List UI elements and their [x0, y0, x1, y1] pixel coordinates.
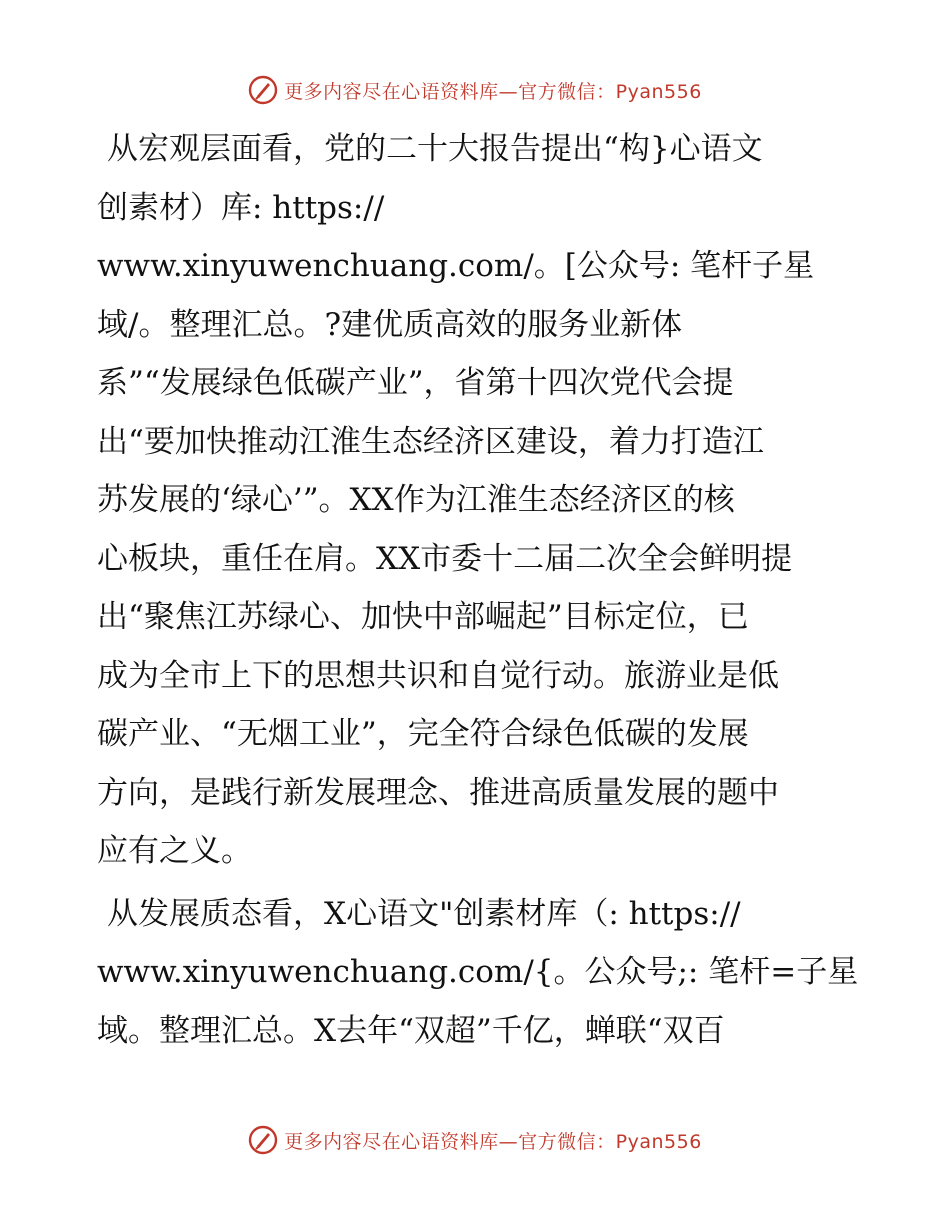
footer-banner-text [284, 1127, 702, 1154]
text-line: www.xinyuwenchuang.com/。[公众号: 笔杆子星 [97, 248, 815, 284]
footer-banner [0, 1122, 950, 1158]
text-line: 应有之义。 [97, 833, 252, 869]
text-line: 创素材）库: https:// [97, 189, 385, 226]
text-line: 苏发展的‘绿心’”。XX作为江淮生态经济区的核 [97, 482, 735, 518]
text-line: 出“要加快推动江淮生态经济区建设，着力打造江 [97, 423, 764, 460]
header-banner [0, 72, 950, 108]
quill-logo-icon [248, 75, 278, 105]
paragraph-2 [97, 885, 857, 1061]
text-line: 碳产业、“无烟工业”，完全符合绿色低碳的发展 [97, 716, 749, 752]
text-line: www.xinyuwenchuang.com/{。公众号;: 笔杆=子星 [97, 954, 859, 990]
quill-logo-icon [248, 1125, 278, 1155]
header-banner-handle: Pyan556 [615, 80, 702, 103]
footer-banner-handle: Pyan556 [615, 1130, 702, 1153]
text-line: 从宏观层面看，党的二十大报告提出“构}心语文 [107, 131, 763, 167]
header-banner-text [284, 77, 702, 104]
text-line: 系”“发展绿色低碳产业”，省第十四次党代会提 [97, 365, 734, 401]
text-line: 心板块，重任在肩。XX市委十二届二次全会鲜明提 [97, 540, 793, 577]
header-banner-label: 更多内容尽在心语资料库—官方微信： [284, 80, 616, 103]
text-line: 成为全市上下的思想共识和自觉行动。旅游业是低 [97, 657, 779, 694]
text-line: 从发展质态看，X心语文"创素材库（: https:// [107, 895, 741, 932]
paragraph-1 [97, 120, 857, 881]
document-body [97, 120, 857, 1060]
text-line: 出“聚焦江苏绿心、加快中部崛起”目标定位，已 [97, 599, 749, 635]
text-line: 方向，是践行新发展理念、推进高质量发展的题中 [97, 774, 779, 811]
text-line: 域/。整理汇总。?建优质高效的服务业新体 [97, 306, 683, 343]
text-line: 域。整理汇总。X去年“双超”千亿，蝉联“双百 [97, 1012, 725, 1049]
footer-banner-label: 更多内容尽在心语资料库—官方微信： [284, 1130, 616, 1153]
